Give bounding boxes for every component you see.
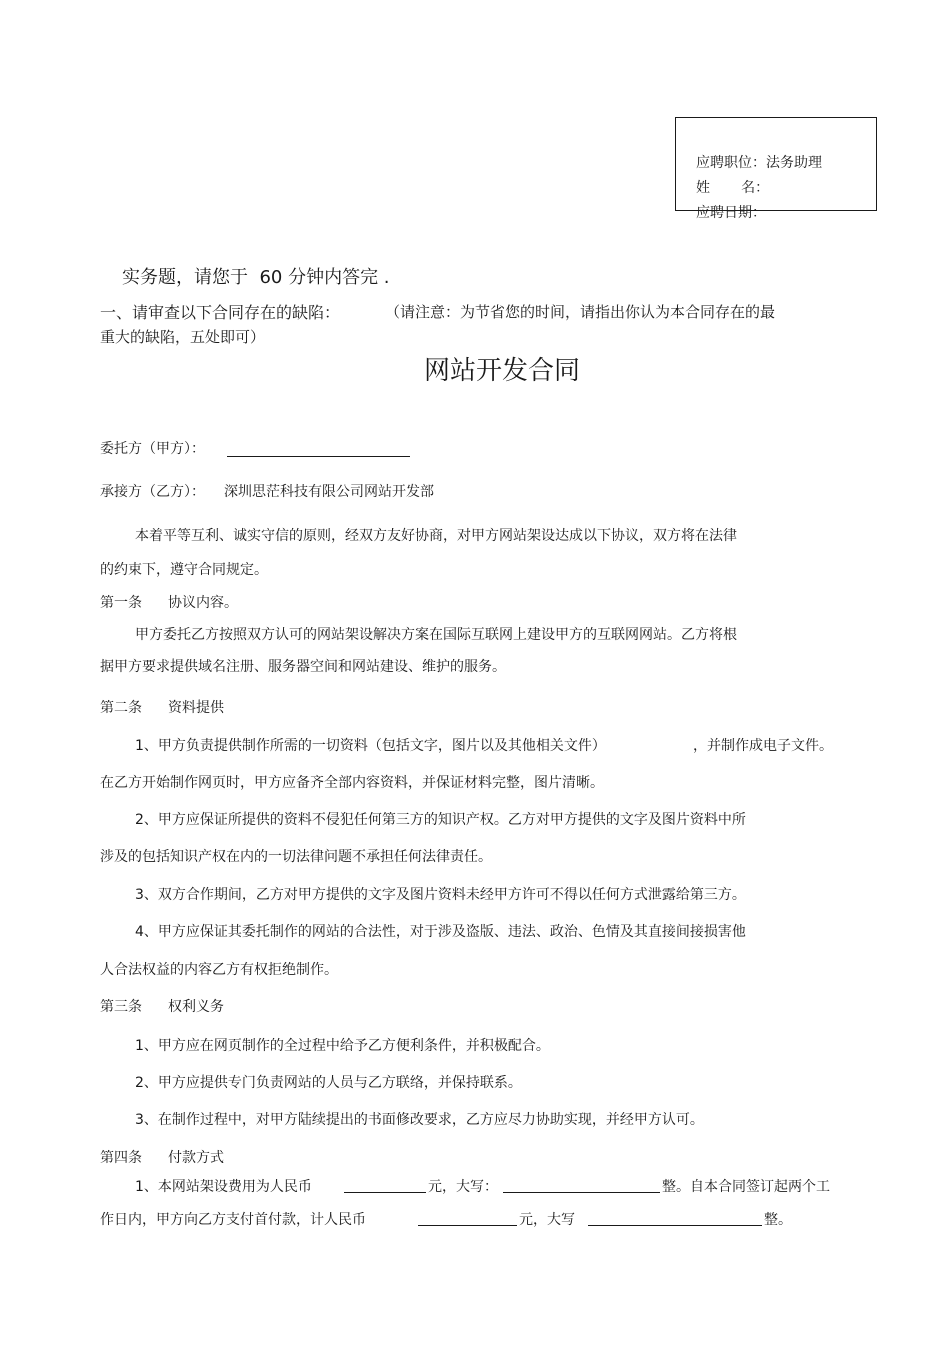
fee-amount-blank [344,1178,426,1193]
contract-title: 网站开发合同 [424,356,581,386]
article-1-line1: 甲方委托乙方按照双方认可的网站架设解决方案在国际互联网上建设甲方的互联网网站。乙方将根 [135,627,737,643]
article-3-clause-1: 1、甲方应在网页制作的全过程中给予乙方便利条件，并积极配合。 [135,1038,550,1054]
article-4-line2a: 作日内，甲方向乙方支付首付款，计人民币 [100,1212,366,1228]
article-1-title: 协议内容。 [168,595,238,611]
party-b-name: 深圳思茫科技有限公司网站开发部 [224,484,434,500]
article-2-clause-1-line2: 在乙方开始制作网页时，甲方应备齐全部内容资料，并保证材料完整，图片清晰。 [100,775,604,791]
article-3-title: 权利义务 [168,999,224,1015]
article-4-clause-1c: 整。自本合同签订起两个工 [662,1179,830,1195]
article-2-clause-2a: 2、甲方应保证所提供的资料不侵犯任何第三方的知识产权。乙方对甲方提供的文字及图片资料中所 [135,812,746,828]
article-3-clause-2: 2、甲方应提供专门负责网站的人员与乙方联络，并保持联系。 [135,1075,522,1091]
preamble-line2: 的约束下，遵守合同规定。 [100,562,268,578]
time-instruction: 实务题，请您于 60 分钟内答完 . [122,267,390,288]
article-2-title: 资料提供 [168,700,224,716]
article-4-title: 付款方式 [168,1150,224,1166]
article-2-clause-1a: 1、甲方负责提供制作所需的一切资料（包括文字，图片以及其他相关文件） [135,738,606,754]
article-4-clause-1b: 元，大写： [428,1179,498,1195]
party-a-label: 委托方（甲方）： [100,441,205,457]
task-instruction-a: 一、请审查以下合同存在的缺陷： [100,303,341,322]
fee-uppercase-blank [503,1178,660,1193]
article-4-line2c: 整。 [764,1212,792,1228]
article-2-number: 第二条 [100,700,142,716]
first-payment-blank [418,1211,517,1226]
article-2-clause-1b: ，并制作成电子文件。 [693,738,833,754]
article-4-number: 第四条 [100,1150,142,1166]
preamble-line1: 本着平等互利、诚实守信的原则，经双方友好协商，对甲方网站架设达成以下协议，双方将在法律 [135,528,737,544]
article-2-clause-2b: 涉及的包括知识产权在内的一切法律问题不承担任何法律责任。 [100,849,492,865]
article-4-line2b: 元，大写 [519,1212,575,1228]
article-2-clause-3: 3、双方合作期间，乙方对甲方提供的文字及图片资料未经甲方许可不得以任何方式泄露给第三方。 [135,887,746,903]
task-instruction-b: （请注意：为节省您的时间，请指出你认为本合同存在的最 [385,303,776,321]
name-label: 姓 名： [696,180,770,196]
date-label: 应聘日期： [696,205,766,221]
article-4-clause-1a: 1、本网站架设费用为人民币 [135,1179,312,1195]
article-2-clause-4a: 4、甲方应保证其委托制作的网站的合法性，对于涉及盗版、违法、政治、色情及其直接间接损害他 [135,924,746,940]
position-label: 应聘职位：法务助理 [696,155,822,171]
task-instruction-c: 重大的缺陷，五处即可） [100,328,266,346]
article-1-number: 第一条 [100,595,142,611]
party-b-label: 承接方（乙方）： [100,484,205,500]
article-3-clause-3: 3、在制作过程中，对甲方陆续提出的书面修改要求，乙方应尽力协助实现，并经甲方认可。 [135,1112,704,1128]
first-payment-uppercase-blank [588,1211,762,1226]
article-1-line2: 据甲方要求提供域名注册、服务器空间和网站建设、维护的服务。 [100,659,506,675]
article-2-clause-4b: 人合法权益的内容乙方有权拒绝制作。 [100,962,338,978]
article-3-number: 第三条 [100,999,142,1015]
party-a-blank [227,442,410,457]
